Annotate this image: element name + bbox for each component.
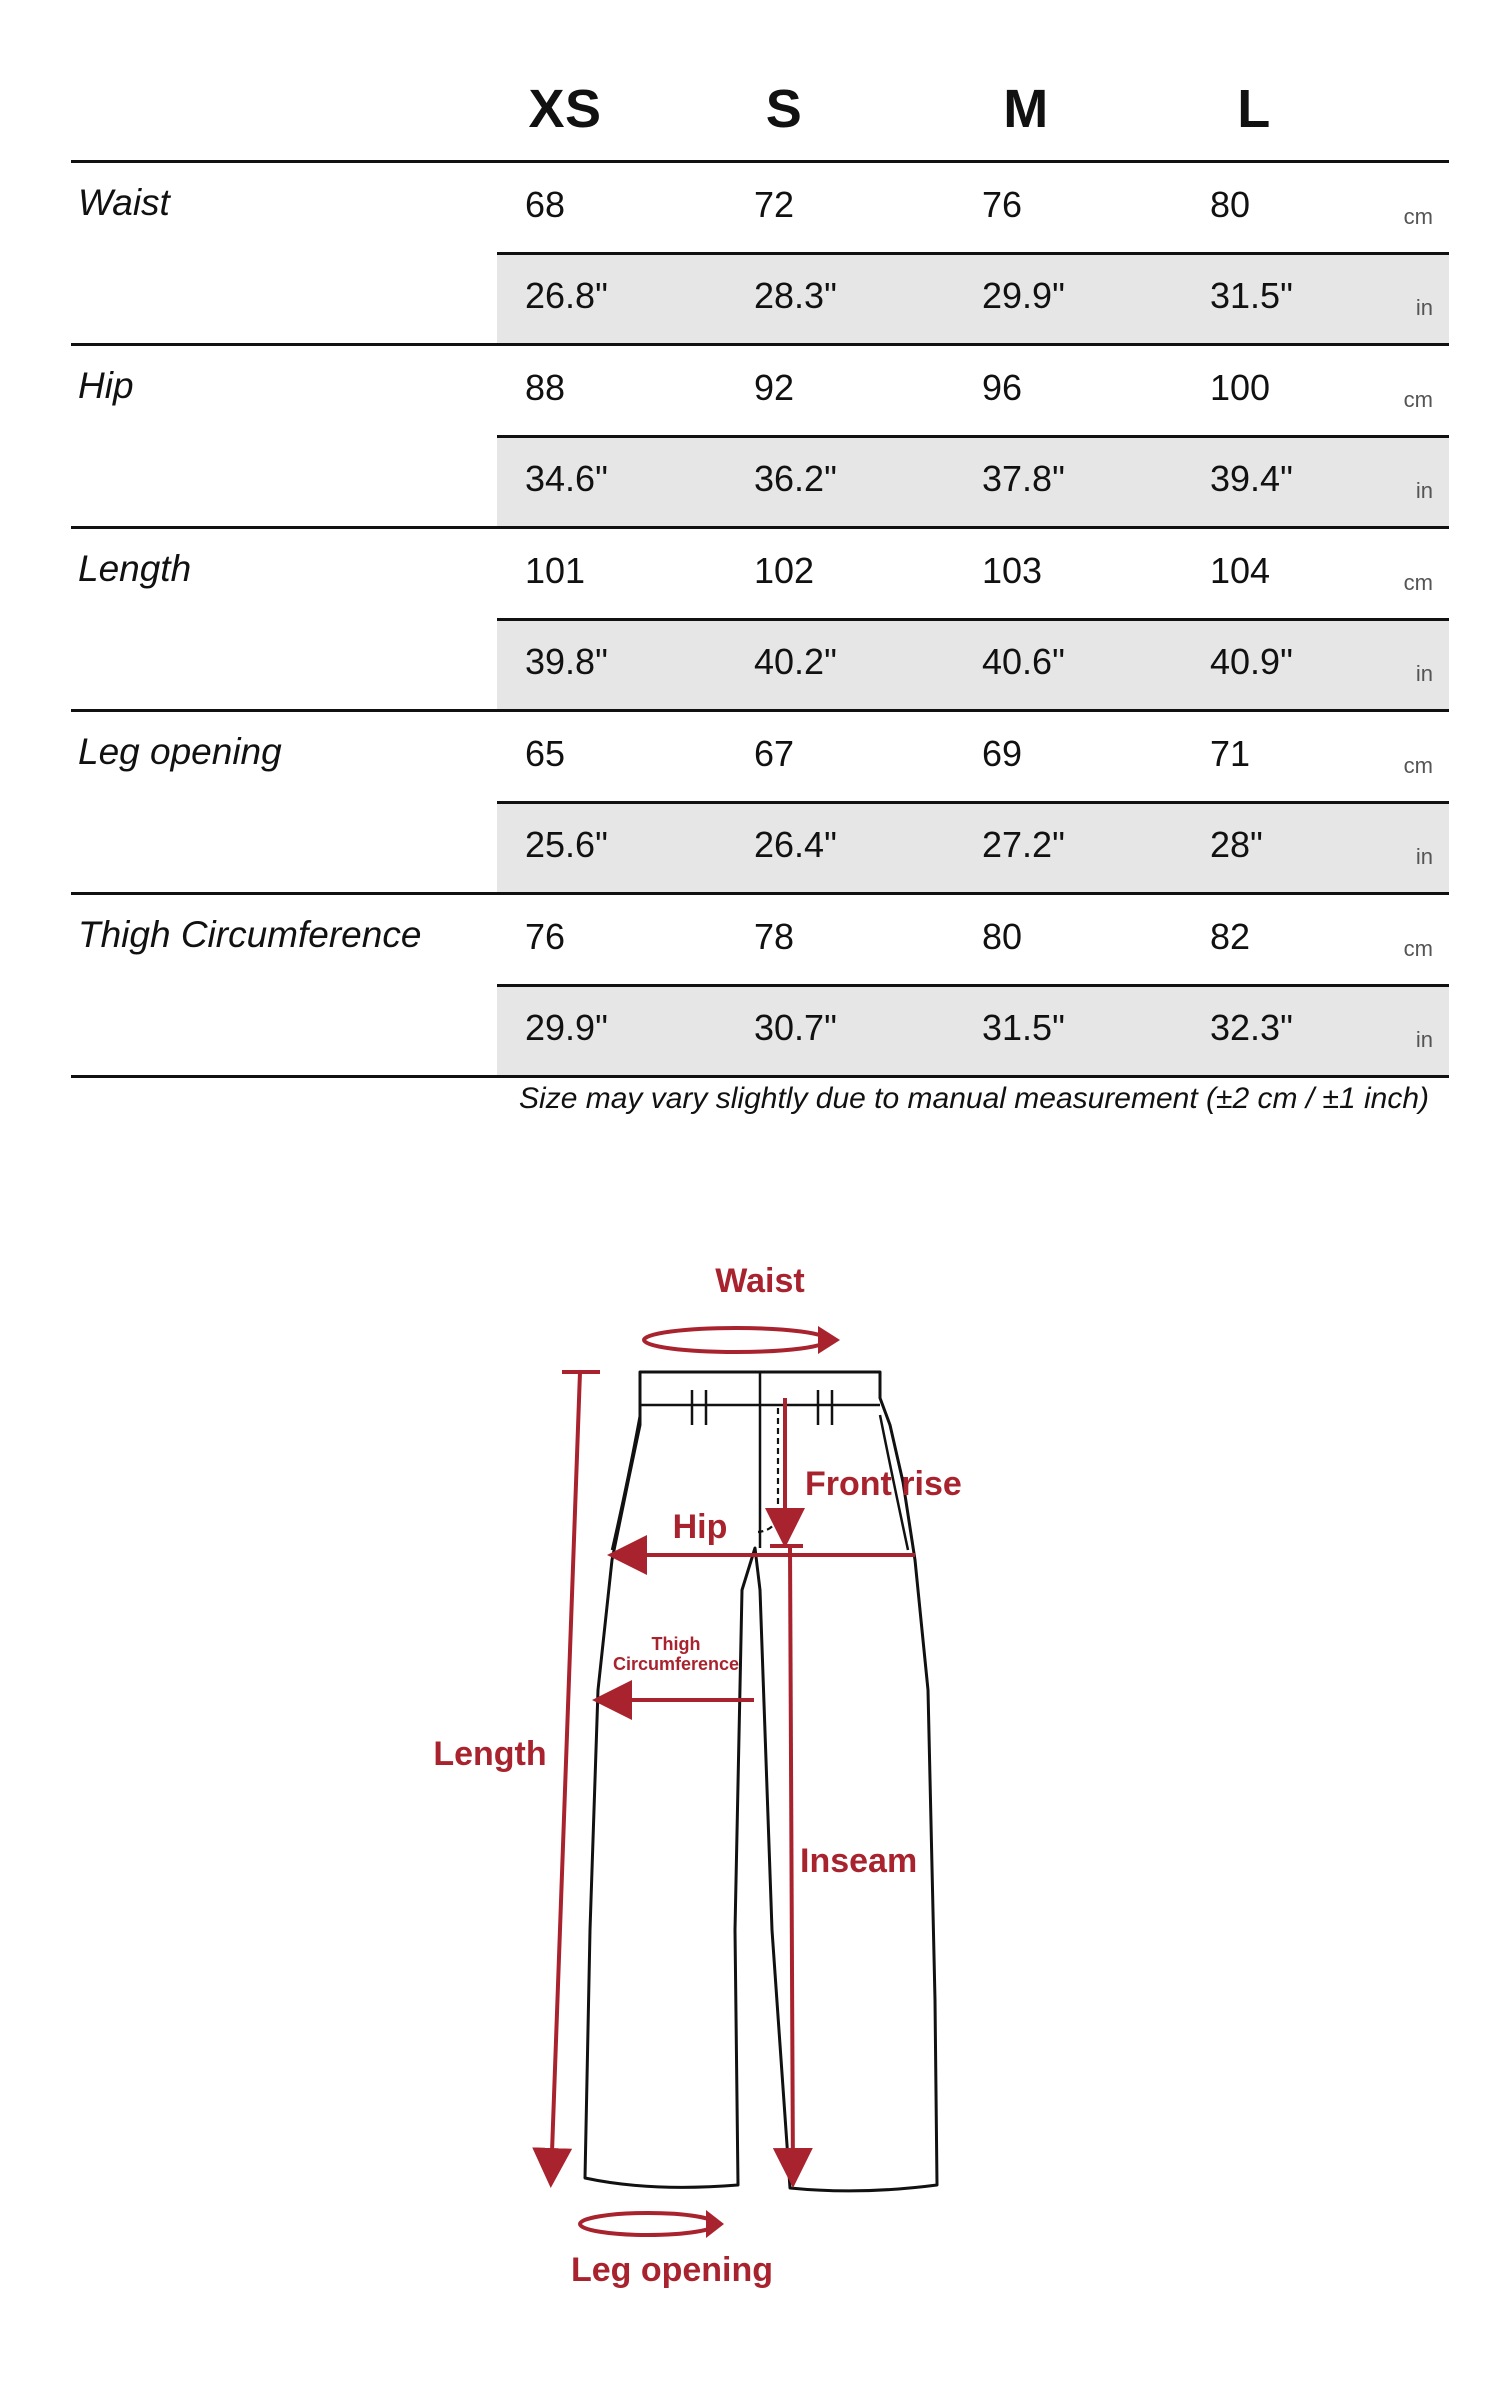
cell-in: 25.6" xyxy=(525,824,608,865)
row-divider xyxy=(497,984,1449,987)
row-divider xyxy=(497,435,1449,438)
table-top-rule xyxy=(71,160,1449,163)
measurement-note: Size may vary slightly due to manual measurement (±2 cm / ±1 inch) xyxy=(519,1082,1429,1115)
cell-cm: 104 xyxy=(1210,550,1271,591)
inch-row-shade xyxy=(497,986,1449,1077)
cell-cm: 65 xyxy=(525,733,566,774)
unit-in: in xyxy=(1415,661,1433,686)
unit-cm: cm xyxy=(1403,387,1433,412)
row-divider xyxy=(497,801,1449,804)
cell-in: 29.9" xyxy=(982,275,1065,316)
unit-cm: cm xyxy=(1403,570,1433,595)
cell-in: 27.2" xyxy=(982,824,1065,865)
cell-in: 40.2" xyxy=(754,641,837,682)
label-inseam: Inseam xyxy=(800,1842,918,1880)
label-leg-opening: Leg opening xyxy=(570,2251,774,2289)
cell-cm: 88 xyxy=(525,367,566,408)
cell-cm: 101 xyxy=(525,550,586,591)
inch-row-shade xyxy=(497,254,1449,345)
label-thigh-2: Circumference xyxy=(612,1654,740,1674)
unit-cm: cm xyxy=(1403,204,1433,229)
cell-cm: 68 xyxy=(525,184,566,225)
label-length: Length xyxy=(433,1735,547,1773)
row-label: Length xyxy=(78,548,192,589)
label-hip: Hip xyxy=(672,1508,728,1546)
row-label: Hip xyxy=(78,365,134,406)
size-header-xs: XS xyxy=(528,79,602,139)
cell-in: 39.4" xyxy=(1210,458,1293,499)
unit-in: in xyxy=(1415,478,1433,503)
row-divider xyxy=(497,252,1449,255)
row-label: Thigh Circumference xyxy=(78,914,422,955)
unit-cm: cm xyxy=(1403,753,1433,778)
cell-cm: 67 xyxy=(754,733,795,774)
cell-cm: 80 xyxy=(982,916,1023,957)
cell-in: 34.6" xyxy=(525,458,608,499)
row-divider xyxy=(497,618,1449,621)
group-rule xyxy=(71,526,1449,529)
group-rule xyxy=(71,709,1449,712)
cell-in: 31.5" xyxy=(982,1007,1065,1048)
inch-row-shade xyxy=(497,620,1449,711)
cell-cm: 96 xyxy=(982,367,1023,408)
cell-in: 29.9" xyxy=(525,1007,608,1048)
cell-cm: 78 xyxy=(754,916,795,957)
cell-in: 40.6" xyxy=(982,641,1065,682)
label-thigh-1: Thigh xyxy=(651,1634,701,1654)
group-rule xyxy=(71,892,1449,895)
cell-in: 39.8" xyxy=(525,641,608,682)
cell-cm: 102 xyxy=(754,550,815,591)
label-waist: Waist xyxy=(715,1262,805,1300)
cell-in: 30.7" xyxy=(754,1007,837,1048)
inch-row-shade xyxy=(497,437,1449,528)
size-header-l: L xyxy=(1237,79,1271,139)
cell-cm: 69 xyxy=(982,733,1023,774)
group-rule xyxy=(71,1075,1449,1078)
size-header-s: S xyxy=(765,79,803,139)
cell-cm: 100 xyxy=(1210,367,1271,408)
cell-cm: 82 xyxy=(1210,916,1251,957)
cell-in: 40.9" xyxy=(1210,641,1293,682)
cell-in: 26.4" xyxy=(754,824,837,865)
cell-cm: 76 xyxy=(525,916,566,957)
row-label: Waist xyxy=(78,182,170,223)
cell-cm: 76 xyxy=(982,184,1023,225)
inch-row-shade xyxy=(497,803,1449,894)
unit-in: in xyxy=(1415,844,1433,869)
label-front-rise: Front rise xyxy=(805,1465,962,1503)
cell-in: 37.8" xyxy=(982,458,1065,499)
row-label: Leg opening xyxy=(78,731,282,772)
unit-in: in xyxy=(1415,295,1433,320)
cell-in: 28.3" xyxy=(754,275,837,316)
size-header-m: M xyxy=(1003,79,1049,139)
group-rule xyxy=(71,343,1449,346)
cell-in: 31.5" xyxy=(1210,275,1293,316)
cell-in: 26.8" xyxy=(525,275,608,316)
cell-in: 28" xyxy=(1210,824,1263,865)
unit-in: in xyxy=(1415,1027,1433,1052)
cell-cm: 103 xyxy=(982,550,1043,591)
pants-measurement-diagram xyxy=(0,1230,1500,2310)
cell-cm: 80 xyxy=(1210,184,1251,225)
cell-in: 36.2" xyxy=(754,458,837,499)
cell-in: 32.3" xyxy=(1210,1007,1293,1048)
unit-cm: cm xyxy=(1403,936,1433,961)
cell-cm: 72 xyxy=(754,184,795,225)
cell-cm: 71 xyxy=(1210,733,1251,774)
cell-cm: 92 xyxy=(754,367,795,408)
